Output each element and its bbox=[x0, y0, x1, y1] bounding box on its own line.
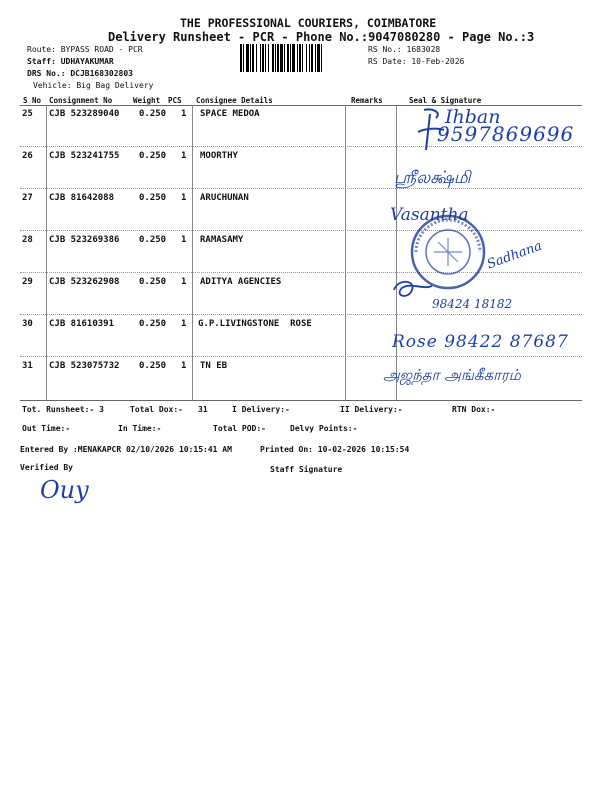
barcode-bar bbox=[292, 44, 295, 72]
row-consignment: CJB 81610391 bbox=[49, 319, 115, 329]
barcode-bar bbox=[280, 44, 283, 72]
col-seal-signature: Seal & Signature bbox=[409, 96, 482, 105]
row-sno: 30 bbox=[22, 319, 33, 329]
barcode-bar bbox=[250, 44, 251, 72]
row-weight: 0.250 bbox=[139, 151, 167, 161]
row-sno: 26 bbox=[22, 151, 33, 161]
row-weight: 0.250 bbox=[139, 319, 167, 329]
row-weight: 0.250 bbox=[139, 277, 167, 287]
row-consignment: CJB 523269386 bbox=[49, 235, 120, 245]
row-consignment: CJB 81642088 bbox=[49, 193, 115, 203]
barcode-bar bbox=[243, 44, 244, 72]
out-time: Out Time:- bbox=[22, 424, 71, 433]
row-pcs: 1 bbox=[181, 361, 187, 371]
barcode-bar bbox=[272, 44, 274, 72]
barcode-bar bbox=[315, 44, 316, 72]
barcode-bar bbox=[297, 44, 298, 72]
row-pcs: 1 bbox=[181, 109, 187, 119]
signature-row25-name: Ihban bbox=[445, 106, 501, 128]
barcode-bar bbox=[277, 44, 279, 72]
row-consignment: CJB 523262908 bbox=[49, 277, 120, 287]
row-sno: 27 bbox=[22, 193, 33, 203]
barcode-bar bbox=[252, 44, 254, 72]
row-separator bbox=[20, 188, 582, 189]
barcode-bar bbox=[290, 44, 291, 72]
col-pcs: PCS bbox=[168, 96, 182, 105]
row-consignment: CJB 523075732 bbox=[49, 361, 120, 371]
row-sno: 29 bbox=[22, 277, 33, 287]
signature-scribble bbox=[390, 276, 436, 302]
row-separator bbox=[20, 356, 582, 357]
row-separator bbox=[20, 230, 582, 231]
tot-runsheet: Tot. Runsheet:- 3 bbox=[22, 405, 104, 414]
row-pcs: 1 bbox=[181, 277, 187, 287]
drs-number: DRS No.: DCJB168302803 bbox=[27, 69, 133, 78]
row-sno: 28 bbox=[22, 235, 33, 245]
total-pod: Total POD:- bbox=[213, 424, 266, 433]
verified-by: Verified By bbox=[20, 463, 73, 472]
row-pcs: 1 bbox=[181, 319, 187, 329]
entered-by: Entered By :MENAKAPCR 02/10/2026 10:15:41 AM bbox=[20, 445, 232, 454]
signature-row26: ஸ்ரீலக்ஷ்மி bbox=[394, 168, 471, 188]
row-weight: 0.250 bbox=[139, 235, 167, 245]
row-separator bbox=[20, 272, 582, 273]
row-consignee: SPACE MEDOA bbox=[200, 109, 260, 119]
ii-delivery: II Delivery:- bbox=[340, 405, 403, 414]
row-separator bbox=[20, 314, 582, 315]
total-dox-value: 31 bbox=[198, 405, 208, 414]
staff-label: Staff: UDHAYAKUMAR bbox=[27, 57, 114, 66]
signature-row25-phone: 9597869696 bbox=[437, 122, 575, 146]
col-weight: Weight bbox=[133, 96, 161, 105]
signature-row30: Rose 98422 87687 bbox=[392, 332, 569, 352]
barcode-bar bbox=[302, 44, 303, 72]
barcode-bar bbox=[321, 44, 322, 72]
row-consignee: G.P.LIVINGSTONE ROSE bbox=[198, 319, 312, 329]
barcode-bar bbox=[265, 44, 266, 72]
rs-number: RS No.: 1683028 bbox=[368, 45, 441, 54]
row-sno: 25 bbox=[22, 109, 33, 119]
barcode-bar bbox=[246, 44, 249, 72]
row-consignee: ADITYA AGENCIES bbox=[200, 277, 282, 287]
vehicle-label: Vehicle: Big Bag Delivery bbox=[33, 81, 154, 90]
row-sno: 31 bbox=[22, 361, 33, 371]
in-time: In Time:- bbox=[118, 424, 162, 433]
row-consignee: TN EB bbox=[200, 361, 228, 371]
col-remarks: Remarks bbox=[351, 96, 383, 105]
barcode-bar bbox=[275, 44, 276, 72]
barcode-bar bbox=[317, 44, 320, 72]
staff-signature: Staff Signature bbox=[270, 465, 343, 474]
row-consignee: RAMASAMY bbox=[200, 235, 244, 245]
i-delivery: I Delivery:- bbox=[232, 405, 290, 414]
signature-row28: Sadhana bbox=[485, 238, 545, 273]
row-consignee: MOORTHY bbox=[200, 151, 238, 161]
barcode-bar bbox=[240, 44, 242, 72]
route-label: Route: BYPASS ROAD - PCR bbox=[27, 45, 143, 54]
barcode-bar bbox=[311, 44, 313, 72]
barcode-bar bbox=[284, 44, 285, 72]
barcode-bar bbox=[262, 44, 264, 72]
total-dox-label: Total Dox:- bbox=[130, 405, 183, 414]
col-consignee: Consignee Details bbox=[196, 96, 273, 105]
delvy-points: Delvy Points:- bbox=[290, 424, 358, 433]
barcode-bar bbox=[287, 44, 289, 72]
verified-signature: Ouy bbox=[40, 476, 89, 504]
row-separator bbox=[20, 146, 582, 147]
row-weight: 0.250 bbox=[139, 361, 167, 371]
barcode-bar bbox=[306, 44, 307, 72]
barcode-bar bbox=[256, 44, 257, 72]
signature-row27: Vasantha bbox=[390, 205, 469, 225]
printed-on: Printed On: 10-02-2026 10:15:54 bbox=[260, 445, 410, 454]
rs-date: RS Date: 10-Feb-2026 bbox=[368, 57, 465, 66]
signature-row31: அஜந்தா அங்கீகாரம் bbox=[383, 366, 521, 384]
rtn-dox: RTN Dox:- bbox=[452, 405, 496, 414]
company-title: THE PROFESSIONAL COURIERS, COIMBATORE bbox=[180, 16, 437, 30]
barcode bbox=[240, 44, 364, 72]
row-weight: 0.250 bbox=[139, 193, 167, 203]
row-consignment: CJB 523289040 bbox=[49, 109, 120, 119]
col-sno: S No bbox=[23, 96, 42, 105]
table-bottom-rule bbox=[20, 400, 582, 401]
row-pcs: 1 bbox=[181, 193, 187, 203]
barcode-bar bbox=[309, 44, 310, 72]
row-weight: 0.250 bbox=[139, 109, 167, 119]
row-consignment: CJB 523241755 bbox=[49, 151, 120, 161]
row-consignee: ARUCHUNAN bbox=[200, 193, 249, 203]
row-pcs: 1 bbox=[181, 235, 187, 245]
signature-row29-phone: 98424 18182 bbox=[432, 297, 513, 311]
col-consignment: Consignment No bbox=[49, 96, 113, 105]
barcode-bar bbox=[268, 44, 269, 72]
barcode-bar bbox=[299, 44, 301, 72]
barcode-bar bbox=[260, 44, 261, 72]
runsheet-subtitle: Delivery Runsheet - PCR - Phone No.:9047080280 - Page No.:3 bbox=[108, 30, 535, 44]
row-pcs: 1 bbox=[181, 151, 187, 161]
